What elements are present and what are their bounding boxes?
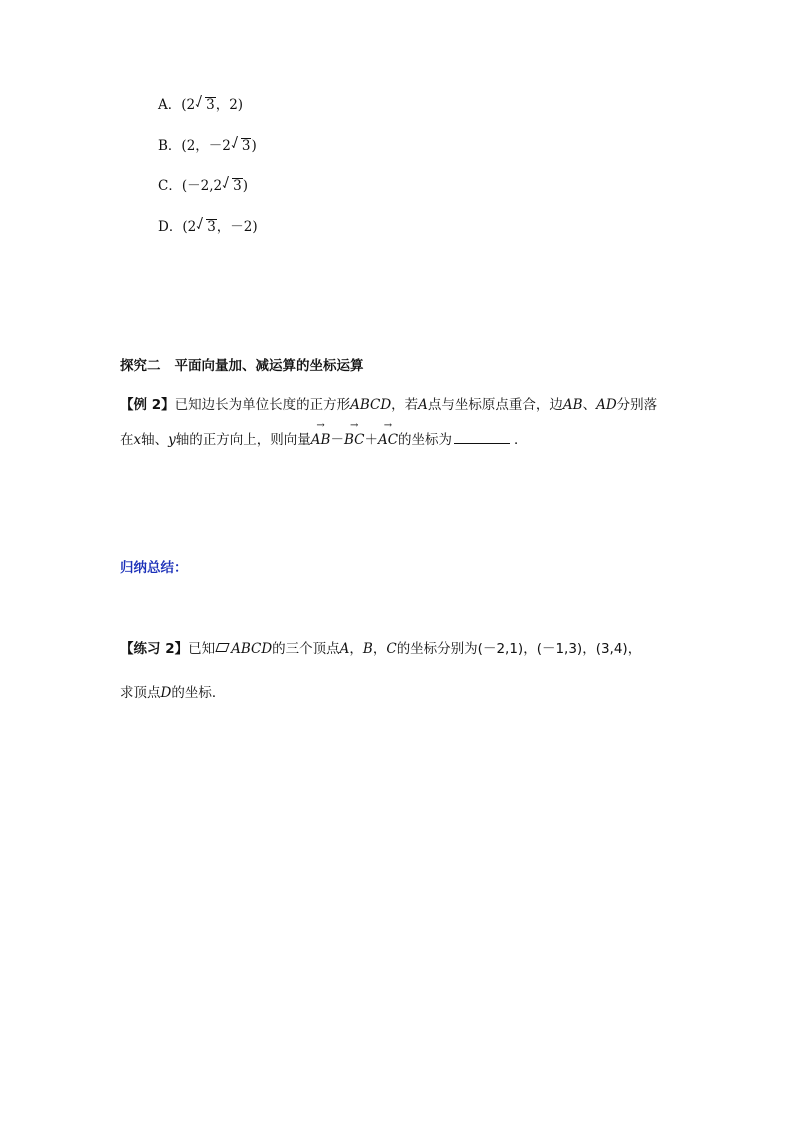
option-b-open: (2，－2	[181, 138, 231, 154]
option-a-close: ，2)	[215, 97, 244, 113]
option-b-label: B．	[158, 138, 182, 154]
option-a-label: A．	[158, 97, 182, 113]
edge-ad: AD	[596, 397, 617, 413]
example-2-text: 轴的正方向上，则向量	[175, 432, 311, 448]
option-a-radicand: 3	[206, 97, 215, 113]
comma: ，	[349, 641, 363, 657]
parallelogram-name: ABCD	[231, 641, 273, 657]
option-d	[158, 218, 258, 236]
example-2-text: ，若	[391, 397, 419, 413]
section-heading	[120, 354, 364, 374]
section-title: 平面向量加、减运算的坐标运算	[174, 358, 364, 374]
summary-heading: 归纳总结：	[120, 560, 188, 576]
practice-2-text: 的三个顶点	[272, 641, 340, 657]
sqrt-icon	[223, 177, 243, 195]
example-2-text: 轴、	[141, 432, 169, 448]
plus-operator: ＋	[364, 432, 378, 448]
point-a: A	[418, 397, 428, 413]
vertex-d: D	[160, 685, 172, 701]
minus-operator: －	[330, 432, 344, 448]
example-2-text: 点与坐标原点重合，边	[427, 397, 563, 413]
example-2-text: 分别落	[616, 397, 658, 413]
period: ．	[514, 432, 528, 448]
option-b-radicand: 3	[241, 138, 251, 154]
example-2-text: 已知边长为单位长度的正方形	[174, 397, 351, 413]
practice-2-label: 【练习 2】	[120, 641, 189, 657]
practice-2-text: 求顶点	[120, 685, 161, 701]
option-c	[158, 177, 248, 195]
option-a	[158, 96, 243, 114]
example-2-text: 的坐标为	[398, 432, 453, 448]
option-d-radicand: 3	[207, 219, 216, 235]
practice-2-line-2	[120, 681, 225, 701]
vertex-c: C	[386, 641, 397, 657]
section-number: 探究二	[120, 358, 161, 374]
option-b	[158, 137, 257, 155]
sqrt-icon	[196, 96, 216, 114]
option-a-open: (2	[181, 97, 196, 113]
vector-bc: → BC	[344, 432, 365, 448]
practice-2-text: 已知	[188, 641, 216, 657]
parallelogram-icon	[215, 643, 229, 652]
edge-ab: AB	[562, 397, 583, 413]
separator: 、	[582, 397, 597, 413]
square-name: ABCD	[350, 397, 392, 413]
practice-2-line-1	[120, 637, 641, 657]
x-variable: x	[133, 432, 142, 448]
sqrt-icon	[197, 218, 217, 236]
practice-2-text: 的坐标．	[171, 685, 226, 701]
y-variable: y	[168, 432, 176, 448]
option-d-label: D．	[158, 219, 183, 235]
option-c-open: (－2,2	[181, 178, 223, 194]
vertex-b: B	[362, 641, 373, 657]
example-2-line-2	[120, 428, 528, 448]
option-d-close: ，－2)	[216, 219, 258, 235]
example-2-label: 【例 2】	[120, 397, 175, 413]
sqrt-icon	[232, 137, 252, 155]
option-c-close: )	[242, 178, 248, 194]
option-d-open: (2	[182, 219, 197, 235]
answer-blank	[454, 431, 510, 444]
vertex-a: A	[339, 641, 350, 657]
example-2-line-1	[120, 393, 657, 413]
practice-2-text: 的坐标分别为(－2,1)，(－1,3)，(3,4)，	[396, 641, 642, 657]
option-c-radicand: 3	[233, 178, 242, 194]
vector-ac: → AC	[378, 432, 398, 448]
option-c-label: C．	[158, 178, 182, 194]
comma: ，	[372, 641, 387, 657]
vector-ab: → AB	[311, 432, 331, 448]
example-2-text: 在	[120, 432, 134, 448]
option-b-close: )	[251, 138, 257, 154]
